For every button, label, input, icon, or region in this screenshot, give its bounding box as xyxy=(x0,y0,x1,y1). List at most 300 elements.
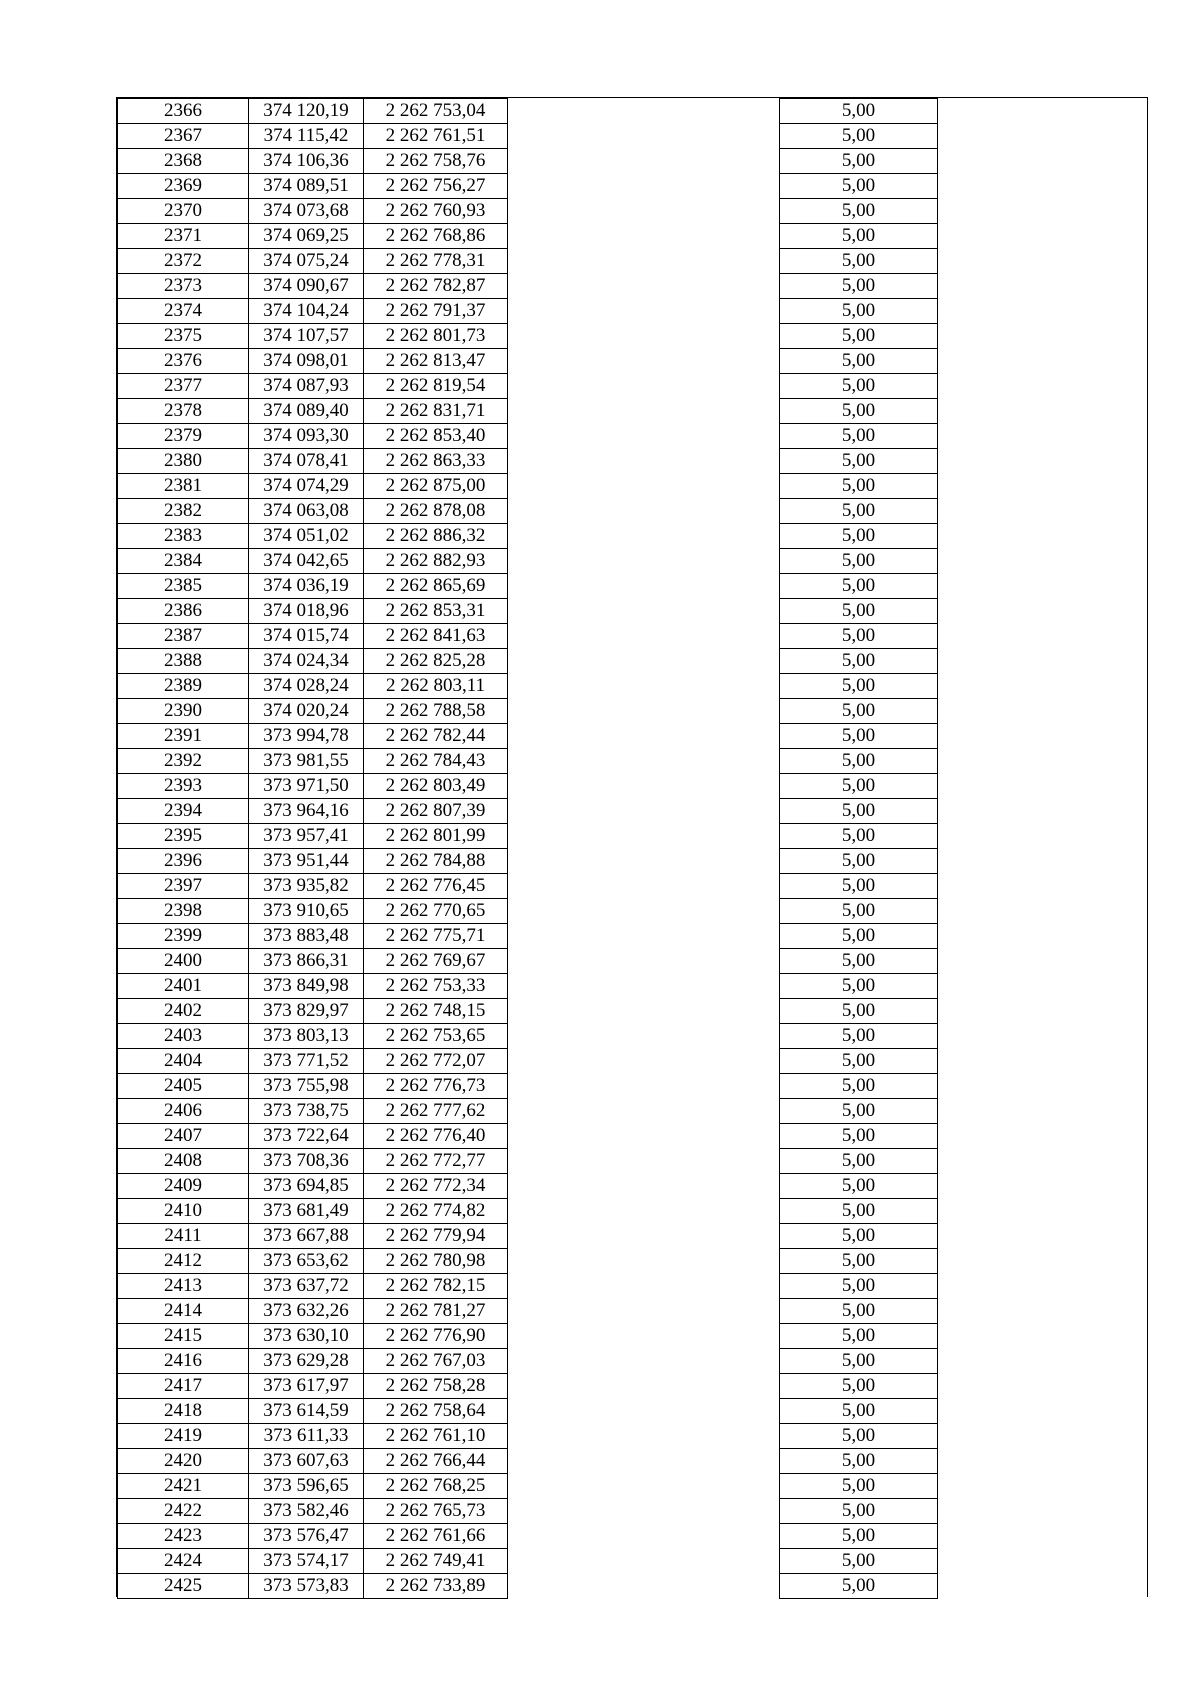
accuracy-cell: 5,00 xyxy=(780,1499,938,1524)
accuracy-cell: 5,00 xyxy=(780,1249,938,1274)
description-cell xyxy=(508,424,780,449)
description-cell xyxy=(508,274,780,299)
y-coordinate-cell: 2 262 766,44 xyxy=(364,1449,508,1474)
table-row xyxy=(118,1199,938,1224)
x-coordinate-cell: 374 089,40 xyxy=(249,399,364,424)
accuracy-cell: 5,00 xyxy=(780,549,938,574)
point-number-cell: 2393 xyxy=(118,774,249,799)
table-row xyxy=(118,999,938,1024)
x-coordinate-cell: 373 708,36 xyxy=(249,1149,364,1174)
description-cell xyxy=(508,299,780,324)
x-coordinate-cell: 373 574,17 xyxy=(249,1549,364,1574)
accuracy-cell: 5,00 xyxy=(780,1299,938,1324)
point-number-cell: 2395 xyxy=(118,824,249,849)
y-coordinate-cell: 2 262 761,10 xyxy=(364,1424,508,1449)
x-coordinate-cell: 373 576,47 xyxy=(249,1524,364,1549)
table-row xyxy=(118,499,938,524)
table-row xyxy=(118,774,938,799)
y-coordinate-cell: 2 262 767,03 xyxy=(364,1349,508,1374)
y-coordinate-cell: 2 262 733,89 xyxy=(364,1574,508,1599)
x-coordinate-cell: 374 073,68 xyxy=(249,199,364,224)
table-row xyxy=(118,1524,938,1549)
x-coordinate-cell: 373 910,65 xyxy=(249,899,364,924)
point-number-cell: 2378 xyxy=(118,399,249,424)
y-coordinate-cell: 2 262 776,90 xyxy=(364,1324,508,1349)
x-coordinate-cell: 374 074,29 xyxy=(249,474,364,499)
accuracy-cell: 5,00 xyxy=(780,1099,938,1124)
point-number-cell: 2424 xyxy=(118,1549,249,1574)
description-cell xyxy=(508,599,780,624)
point-number-cell: 2425 xyxy=(118,1574,249,1599)
description-cell xyxy=(508,624,780,649)
x-coordinate-cell: 373 607,63 xyxy=(249,1449,364,1474)
table-row xyxy=(118,1299,938,1324)
x-coordinate-cell: 373 637,72 xyxy=(249,1274,364,1299)
table-row xyxy=(118,174,938,199)
point-number-cell: 2385 xyxy=(118,574,249,599)
y-coordinate-cell: 2 262 748,15 xyxy=(364,999,508,1024)
accuracy-cell: 5,00 xyxy=(780,1399,938,1424)
y-coordinate-cell: 2 262 753,04 xyxy=(364,99,508,124)
y-coordinate-cell: 2 262 782,15 xyxy=(364,1274,508,1299)
accuracy-cell: 5,00 xyxy=(780,1324,938,1349)
table-row xyxy=(118,1349,938,1374)
table-row xyxy=(118,599,938,624)
x-coordinate-cell: 373 694,85 xyxy=(249,1174,364,1199)
table-row xyxy=(118,1399,938,1424)
accuracy-cell: 5,00 xyxy=(780,1274,938,1299)
document-page-table xyxy=(116,97,1148,1597)
accuracy-cell: 5,00 xyxy=(780,374,938,399)
accuracy-cell: 5,00 xyxy=(780,1049,938,1074)
table-row xyxy=(118,899,938,924)
point-number-cell: 2421 xyxy=(118,1474,249,1499)
point-number-cell: 2382 xyxy=(118,499,249,524)
accuracy-cell: 5,00 xyxy=(780,474,938,499)
point-number-cell: 2387 xyxy=(118,624,249,649)
description-cell xyxy=(508,1424,780,1449)
description-cell xyxy=(508,149,780,174)
accuracy-cell: 5,00 xyxy=(780,724,938,749)
table-row xyxy=(118,699,938,724)
table-row xyxy=(118,1274,938,1299)
description-cell xyxy=(508,1474,780,1499)
accuracy-cell: 5,00 xyxy=(780,1449,938,1474)
table-row xyxy=(118,374,938,399)
table-row xyxy=(118,1174,938,1199)
accuracy-cell: 5,00 xyxy=(780,574,938,599)
accuracy-cell: 5,00 xyxy=(780,1024,938,1049)
description-cell xyxy=(508,99,780,124)
point-number-cell: 2407 xyxy=(118,1124,249,1149)
table-row xyxy=(118,299,938,324)
table-row xyxy=(118,224,938,249)
table-row xyxy=(118,124,938,149)
point-number-cell: 2386 xyxy=(118,599,249,624)
x-coordinate-cell: 374 018,96 xyxy=(249,599,364,624)
point-number-cell: 2399 xyxy=(118,924,249,949)
point-number-cell: 2411 xyxy=(118,1224,249,1249)
y-coordinate-cell: 2 262 813,47 xyxy=(364,349,508,374)
description-cell xyxy=(508,1349,780,1374)
table-row xyxy=(118,399,938,424)
point-number-cell: 2392 xyxy=(118,749,249,774)
table-row xyxy=(118,1424,938,1449)
accuracy-cell: 5,00 xyxy=(780,274,938,299)
accuracy-cell: 5,00 xyxy=(780,1149,938,1174)
description-cell xyxy=(508,824,780,849)
description-cell xyxy=(508,1199,780,1224)
table-row xyxy=(118,574,938,599)
point-number-cell: 2380 xyxy=(118,449,249,474)
table-row xyxy=(118,974,938,999)
point-number-cell: 2374 xyxy=(118,299,249,324)
accuracy-cell: 5,00 xyxy=(780,699,938,724)
y-coordinate-cell: 2 262 801,99 xyxy=(364,824,508,849)
point-number-cell: 2413 xyxy=(118,1274,249,1299)
accuracy-cell: 5,00 xyxy=(780,599,938,624)
accuracy-cell: 5,00 xyxy=(780,399,938,424)
y-coordinate-cell: 2 262 819,54 xyxy=(364,374,508,399)
accuracy-cell: 5,00 xyxy=(780,224,938,249)
x-coordinate-cell: 374 106,36 xyxy=(249,149,364,174)
y-coordinate-cell: 2 262 878,08 xyxy=(364,499,508,524)
table-row xyxy=(118,1249,938,1274)
table-row xyxy=(118,1024,938,1049)
y-coordinate-cell: 2 262 772,07 xyxy=(364,1049,508,1074)
description-cell xyxy=(508,549,780,574)
x-coordinate-cell: 373 722,64 xyxy=(249,1124,364,1149)
y-coordinate-cell: 2 262 772,77 xyxy=(364,1149,508,1174)
table-row xyxy=(118,949,938,974)
description-cell xyxy=(508,924,780,949)
accuracy-cell: 5,00 xyxy=(780,1549,938,1574)
description-cell xyxy=(508,224,780,249)
point-number-cell: 2376 xyxy=(118,349,249,374)
point-number-cell: 2368 xyxy=(118,149,249,174)
accuracy-cell: 5,00 xyxy=(780,424,938,449)
accuracy-cell: 5,00 xyxy=(780,624,938,649)
x-coordinate-cell: 374 028,24 xyxy=(249,674,364,699)
description-cell xyxy=(508,1574,780,1599)
description-cell xyxy=(508,849,780,874)
accuracy-cell: 5,00 xyxy=(780,1374,938,1399)
accuracy-cell: 5,00 xyxy=(780,299,938,324)
table-row xyxy=(118,649,938,674)
y-coordinate-cell: 2 262 803,11 xyxy=(364,674,508,699)
accuracy-cell: 5,00 xyxy=(780,974,938,999)
description-cell xyxy=(508,799,780,824)
x-coordinate-cell: 374 104,24 xyxy=(249,299,364,324)
y-coordinate-cell: 2 262 749,41 xyxy=(364,1549,508,1574)
table-row xyxy=(118,1149,938,1174)
accuracy-cell: 5,00 xyxy=(780,499,938,524)
x-coordinate-cell: 374 089,51 xyxy=(249,174,364,199)
description-cell xyxy=(508,1099,780,1124)
y-coordinate-cell: 2 262 775,71 xyxy=(364,924,508,949)
y-coordinate-cell: 2 262 768,86 xyxy=(364,224,508,249)
x-coordinate-cell: 374 090,67 xyxy=(249,274,364,299)
table-row xyxy=(118,1099,938,1124)
description-cell xyxy=(508,1024,780,1049)
description-cell xyxy=(508,574,780,599)
accuracy-cell: 5,00 xyxy=(780,824,938,849)
description-cell xyxy=(508,1074,780,1099)
point-number-cell: 2390 xyxy=(118,699,249,724)
accuracy-cell: 5,00 xyxy=(780,674,938,699)
table-row xyxy=(118,274,938,299)
y-coordinate-cell: 2 262 758,76 xyxy=(364,149,508,174)
point-number-cell: 2373 xyxy=(118,274,249,299)
x-coordinate-cell: 374 015,74 xyxy=(249,624,364,649)
accuracy-cell: 5,00 xyxy=(780,449,938,474)
y-coordinate-cell: 2 262 853,31 xyxy=(364,599,508,624)
description-cell xyxy=(508,499,780,524)
point-number-cell: 2423 xyxy=(118,1524,249,1549)
y-coordinate-cell: 2 262 875,00 xyxy=(364,474,508,499)
accuracy-cell: 5,00 xyxy=(780,1224,938,1249)
y-coordinate-cell: 2 262 801,73 xyxy=(364,324,508,349)
point-number-cell: 2402 xyxy=(118,999,249,1024)
x-coordinate-cell: 373 755,98 xyxy=(249,1074,364,1099)
point-number-cell: 2396 xyxy=(118,849,249,874)
x-coordinate-cell: 374 042,65 xyxy=(249,549,364,574)
y-coordinate-cell: 2 262 782,44 xyxy=(364,724,508,749)
point-number-cell: 2404 xyxy=(118,1049,249,1074)
y-coordinate-cell: 2 262 765,73 xyxy=(364,1499,508,1524)
description-cell xyxy=(508,774,780,799)
point-number-cell: 2369 xyxy=(118,174,249,199)
x-coordinate-cell: 373 771,52 xyxy=(249,1049,364,1074)
y-coordinate-cell: 2 262 776,40 xyxy=(364,1124,508,1149)
y-coordinate-cell: 2 262 784,43 xyxy=(364,749,508,774)
y-coordinate-cell: 2 262 768,25 xyxy=(364,1474,508,1499)
y-coordinate-cell: 2 262 780,98 xyxy=(364,1249,508,1274)
x-coordinate-cell: 374 020,24 xyxy=(249,699,364,724)
y-coordinate-cell: 2 262 778,31 xyxy=(364,249,508,274)
description-cell xyxy=(508,374,780,399)
accuracy-cell: 5,00 xyxy=(780,1524,938,1549)
table-row xyxy=(118,474,938,499)
point-number-cell: 2367 xyxy=(118,124,249,149)
table-row xyxy=(118,424,938,449)
x-coordinate-cell: 374 093,30 xyxy=(249,424,364,449)
point-number-cell: 2417 xyxy=(118,1374,249,1399)
description-cell xyxy=(508,1324,780,1349)
x-coordinate-cell: 373 803,13 xyxy=(249,1024,364,1049)
point-number-cell: 2422 xyxy=(118,1499,249,1524)
description-cell xyxy=(508,1274,780,1299)
point-number-cell: 2375 xyxy=(118,324,249,349)
x-coordinate-cell: 373 632,26 xyxy=(249,1299,364,1324)
table-row xyxy=(118,924,938,949)
point-number-cell: 2397 xyxy=(118,874,249,899)
table-row xyxy=(118,1124,938,1149)
point-number-cell: 2394 xyxy=(118,799,249,824)
accuracy-cell: 5,00 xyxy=(780,124,938,149)
accuracy-cell: 5,00 xyxy=(780,749,938,774)
x-coordinate-cell: 374 078,41 xyxy=(249,449,364,474)
y-coordinate-cell: 2 262 807,39 xyxy=(364,799,508,824)
x-coordinate-cell: 374 115,42 xyxy=(249,124,364,149)
accuracy-cell: 5,00 xyxy=(780,1574,938,1599)
x-coordinate-cell: 373 849,98 xyxy=(249,974,364,999)
point-number-cell: 2410 xyxy=(118,1199,249,1224)
description-cell xyxy=(508,949,780,974)
table-row xyxy=(118,249,938,274)
x-coordinate-cell: 373 617,97 xyxy=(249,1374,364,1399)
accuracy-cell: 5,00 xyxy=(780,199,938,224)
x-coordinate-cell: 373 981,55 xyxy=(249,749,364,774)
table-body xyxy=(118,99,938,1599)
y-coordinate-cell: 2 262 776,45 xyxy=(364,874,508,899)
point-number-cell: 2416 xyxy=(118,1349,249,1374)
description-cell xyxy=(508,1249,780,1274)
accuracy-cell: 5,00 xyxy=(780,849,938,874)
description-cell xyxy=(508,1374,780,1399)
table-row xyxy=(118,1374,938,1399)
table-row xyxy=(118,624,938,649)
y-coordinate-cell: 2 262 782,87 xyxy=(364,274,508,299)
y-coordinate-cell: 2 262 788,58 xyxy=(364,699,508,724)
y-coordinate-cell: 2 262 803,49 xyxy=(364,774,508,799)
accuracy-cell: 5,00 xyxy=(780,949,938,974)
point-number-cell: 2371 xyxy=(118,224,249,249)
table-row xyxy=(118,1549,938,1574)
description-cell xyxy=(508,1449,780,1474)
x-coordinate-cell: 374 036,19 xyxy=(249,574,364,599)
y-coordinate-cell: 2 262 761,66 xyxy=(364,1524,508,1549)
x-coordinate-cell: 374 063,08 xyxy=(249,499,364,524)
description-cell xyxy=(508,1174,780,1199)
x-coordinate-cell: 373 611,33 xyxy=(249,1424,364,1449)
point-number-cell: 2412 xyxy=(118,1249,249,1274)
accuracy-cell: 5,00 xyxy=(780,1124,938,1149)
description-cell xyxy=(508,349,780,374)
y-coordinate-cell: 2 262 770,65 xyxy=(364,899,508,924)
x-coordinate-cell: 373 573,83 xyxy=(249,1574,364,1599)
x-coordinate-cell: 373 866,31 xyxy=(249,949,364,974)
x-coordinate-cell: 374 087,93 xyxy=(249,374,364,399)
point-number-cell: 2400 xyxy=(118,949,249,974)
x-coordinate-cell: 374 051,02 xyxy=(249,524,364,549)
accuracy-cell: 5,00 xyxy=(780,1174,938,1199)
x-coordinate-cell: 373 957,41 xyxy=(249,824,364,849)
description-cell xyxy=(508,1124,780,1149)
y-coordinate-cell: 2 262 777,62 xyxy=(364,1099,508,1124)
x-coordinate-cell: 373 630,10 xyxy=(249,1324,364,1349)
point-number-cell: 2403 xyxy=(118,1024,249,1049)
y-coordinate-cell: 2 262 841,63 xyxy=(364,624,508,649)
accuracy-cell: 5,00 xyxy=(780,324,938,349)
description-cell xyxy=(508,324,780,349)
description-cell xyxy=(508,174,780,199)
x-coordinate-cell: 373 629,28 xyxy=(249,1349,364,1374)
table-row xyxy=(118,149,938,174)
y-coordinate-cell: 2 262 753,33 xyxy=(364,974,508,999)
x-coordinate-cell: 373 582,46 xyxy=(249,1499,364,1524)
y-coordinate-cell: 2 262 761,51 xyxy=(364,124,508,149)
description-cell xyxy=(508,199,780,224)
point-number-cell: 2409 xyxy=(118,1174,249,1199)
y-coordinate-cell: 2 262 760,93 xyxy=(364,199,508,224)
table-row xyxy=(118,824,938,849)
point-number-cell: 2384 xyxy=(118,549,249,574)
accuracy-cell: 5,00 xyxy=(780,874,938,899)
description-cell xyxy=(508,1524,780,1549)
description-cell xyxy=(508,874,780,899)
y-coordinate-cell: 2 262 772,34 xyxy=(364,1174,508,1199)
table-row xyxy=(118,324,938,349)
x-coordinate-cell: 373 596,65 xyxy=(249,1474,364,1499)
accuracy-cell: 5,00 xyxy=(780,174,938,199)
accuracy-cell: 5,00 xyxy=(780,1199,938,1224)
point-number-cell: 2370 xyxy=(118,199,249,224)
table-row xyxy=(118,874,938,899)
y-coordinate-cell: 2 262 886,32 xyxy=(364,524,508,549)
accuracy-cell: 5,00 xyxy=(780,649,938,674)
x-coordinate-cell: 373 964,16 xyxy=(249,799,364,824)
description-cell xyxy=(508,524,780,549)
point-number-cell: 2388 xyxy=(118,649,249,674)
description-cell xyxy=(508,899,780,924)
coordinates-table xyxy=(117,98,938,1599)
y-coordinate-cell: 2 262 753,65 xyxy=(364,1024,508,1049)
description-cell xyxy=(508,674,780,699)
x-coordinate-cell: 374 075,24 xyxy=(249,249,364,274)
description-cell xyxy=(508,749,780,774)
x-coordinate-cell: 373 614,59 xyxy=(249,1399,364,1424)
description-cell xyxy=(508,1499,780,1524)
description-cell xyxy=(508,1399,780,1424)
y-coordinate-cell: 2 262 863,33 xyxy=(364,449,508,474)
x-coordinate-cell: 373 971,50 xyxy=(249,774,364,799)
point-number-cell: 2406 xyxy=(118,1099,249,1124)
accuracy-cell: 5,00 xyxy=(780,774,938,799)
x-coordinate-cell: 374 107,57 xyxy=(249,324,364,349)
accuracy-cell: 5,00 xyxy=(780,999,938,1024)
point-number-cell: 2415 xyxy=(118,1324,249,1349)
description-cell xyxy=(508,474,780,499)
point-number-cell: 2405 xyxy=(118,1074,249,1099)
description-cell xyxy=(508,124,780,149)
table-row xyxy=(118,1474,938,1499)
table-row xyxy=(118,1224,938,1249)
description-cell xyxy=(508,1224,780,1249)
point-number-cell: 2414 xyxy=(118,1299,249,1324)
table-row xyxy=(118,1049,938,1074)
x-coordinate-cell: 373 738,75 xyxy=(249,1099,364,1124)
description-cell xyxy=(508,974,780,999)
table-row xyxy=(118,99,938,124)
y-coordinate-cell: 2 262 758,28 xyxy=(364,1374,508,1399)
description-cell xyxy=(508,1049,780,1074)
y-coordinate-cell: 2 262 791,37 xyxy=(364,299,508,324)
point-number-cell: 2391 xyxy=(118,724,249,749)
x-coordinate-cell: 373 951,44 xyxy=(249,849,364,874)
x-coordinate-cell: 373 667,88 xyxy=(249,1224,364,1249)
description-cell xyxy=(508,1549,780,1574)
description-cell xyxy=(508,449,780,474)
description-cell xyxy=(508,1149,780,1174)
table-row xyxy=(118,799,938,824)
description-cell xyxy=(508,999,780,1024)
table-row xyxy=(118,1324,938,1349)
point-number-cell: 2372 xyxy=(118,249,249,274)
description-cell xyxy=(508,399,780,424)
accuracy-cell: 5,00 xyxy=(780,924,938,949)
y-coordinate-cell: 2 262 853,40 xyxy=(364,424,508,449)
